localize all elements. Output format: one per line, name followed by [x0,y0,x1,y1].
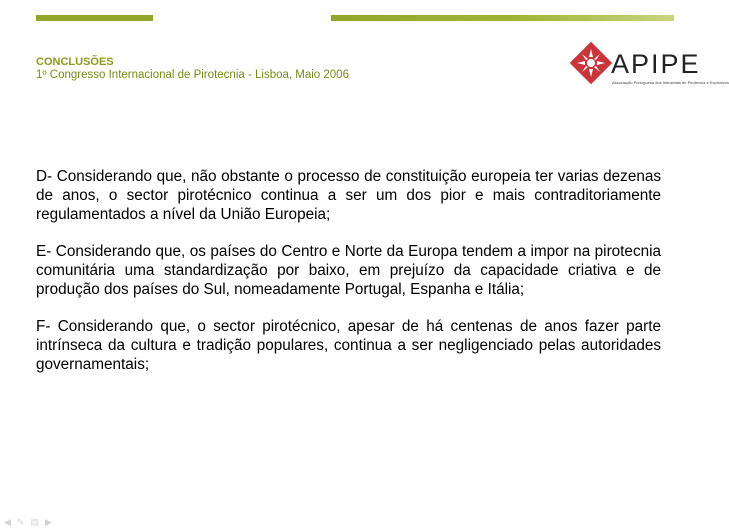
logo-wordmark: APIPE [611,49,701,79]
paragraph-f: F- Considerando que, o sector pirotécnico, apesar de há centenas de anos fazer parte intrínseca da cultura e tradição populares, continua a ser negligenciado pelas autoridades governamentais; [36,318,661,373]
apipe-logo [567,37,729,89]
decorative-bar-left [36,15,153,21]
slide-subtitle: 1º Congresso Internacional de Pirotecnia - Lisboa, Maio 2006 [36,69,349,81]
slide-title: CONCLUSÕES [36,56,114,68]
paragraph-d: D- Considerando que, não obstante o processo de constituição europeia ter varias dezenas de anos, o sector pirotécnico continua a ser um dos pior e mais contraditoriamente regulamentados a nível da União Europeia; [36,168,661,223]
next-icon[interactable]: ▶ [44,517,52,527]
apipe-logo-mark-icon [567,37,615,89]
slideshow-controls [4,517,52,528]
logo-tagline: Associação Portuguesa dos Industriais de Pirotecnia e Explosivos [612,80,729,85]
pen-icon[interactable]: ✎ [16,517,25,527]
paragraph-e: E- Considerando que, os países do Centro e Norte da Europa tendem a impor na pirotecnia comunitária uma standardização por baixo, em prejuízo da capacidade criativa e de produção dos países do Sul, nomeadamente Portugal, Espanha e Itália; [36,243,661,298]
previous-icon[interactable]: ◀ [4,517,11,527]
decorative-bar-right [331,15,674,21]
menu-icon[interactable]: ▤ [30,517,39,527]
slide-body [36,168,661,394]
slide-heading [36,56,349,82]
